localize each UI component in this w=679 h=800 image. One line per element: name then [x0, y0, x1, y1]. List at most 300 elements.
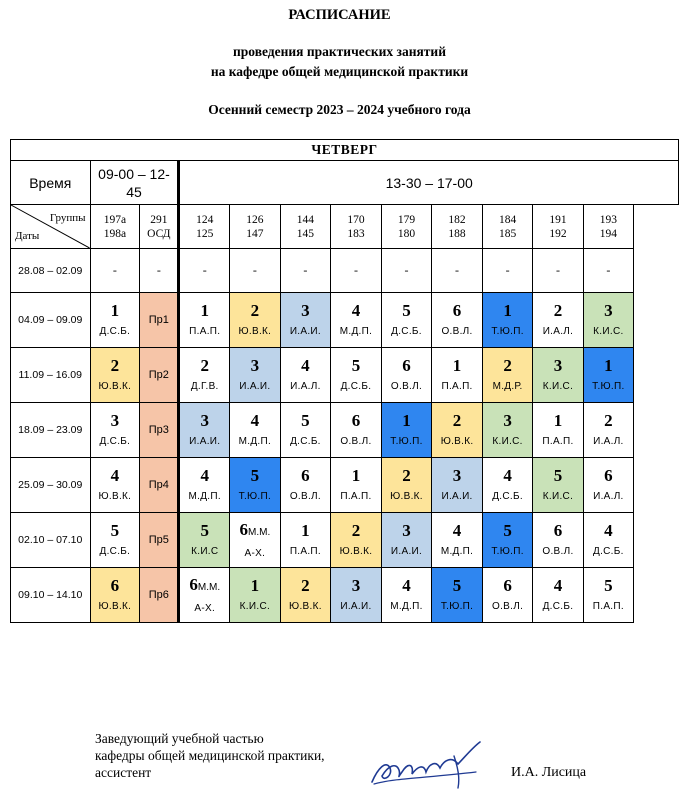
lesson-number-wrap	[91, 301, 140, 320]
lesson-cell	[90, 458, 140, 513]
group-number: 126	[246, 213, 264, 226]
week-row	[11, 513, 679, 568]
teacher-initials: И.А.И.	[340, 601, 372, 612]
lesson-number-wrap	[483, 576, 533, 595]
lesson-number-wrap	[331, 576, 381, 595]
morning-time: 09-00 – 12-45	[90, 161, 179, 205]
lesson-number-wrap	[432, 576, 482, 595]
lesson-number-wrap	[230, 411, 280, 430]
lesson-number: 2	[402, 466, 411, 485]
lesson-number-wrap	[483, 521, 533, 540]
lesson-cell	[583, 403, 634, 458]
teacher-initials: М.Д.П.	[238, 436, 272, 447]
teacher-initials: О.В.Л.	[340, 436, 372, 447]
handwritten-signature	[366, 738, 486, 790]
group-number: 179	[397, 213, 416, 226]
lesson-cell	[482, 513, 533, 568]
lesson-number: 6	[402, 356, 411, 375]
teacher-initials: К.И.С.	[492, 436, 523, 447]
lesson-number: 4	[301, 356, 310, 375]
group-number: 188	[448, 227, 466, 240]
lesson-cell	[533, 348, 583, 403]
teacher-initials: Т.Ю.П.	[440, 601, 474, 612]
lesson-number-wrap	[331, 356, 381, 375]
teacher-initials-prefix: М.М.	[197, 581, 221, 593]
empty-cell: -	[90, 249, 140, 293]
lesson-cell	[432, 403, 483, 458]
group-number: 184	[498, 213, 517, 226]
signature-position-line-3: ассистент	[95, 765, 152, 780]
lesson-cell	[230, 403, 281, 458]
teacher-initials: Ю.В.К.	[98, 381, 132, 392]
lesson-number: 4	[503, 466, 512, 485]
lesson-number-wrap	[432, 301, 482, 320]
lesson-cell	[280, 458, 331, 513]
lesson-number: 6	[351, 411, 361, 430]
lesson-cell	[280, 403, 331, 458]
lesson-cell	[583, 458, 634, 513]
lesson-number-wrap	[180, 411, 229, 430]
lesson-number-wrap	[483, 301, 533, 320]
teacher-initials: О.В.Л.	[289, 491, 321, 502]
practice-cell: Пр3	[140, 403, 179, 458]
lesson-cell	[331, 458, 382, 513]
date-cell: 09.10 – 14.10	[11, 568, 91, 623]
lesson-number: 6	[239, 519, 248, 539]
lesson-number-wrap	[483, 356, 533, 375]
lesson-number-wrap	[382, 466, 432, 485]
lesson-cell	[90, 348, 140, 403]
lesson-number-wrap	[180, 521, 229, 540]
lesson-cell	[482, 458, 533, 513]
lesson-cell	[90, 513, 140, 568]
teacher-initials: М.Д.П.	[339, 326, 373, 337]
teacher-initials: Д.С.Б.	[391, 326, 422, 337]
lesson-number: 5	[604, 576, 613, 595]
lesson-number-wrap	[281, 411, 331, 430]
teacher-initials: К.И.С.	[542, 381, 574, 392]
practice-cell: Пр6	[140, 568, 179, 623]
lesson-number-wrap	[331, 301, 381, 320]
lesson-number-wrap	[331, 466, 381, 485]
lesson-cell	[482, 568, 533, 623]
lesson-number-wrap	[230, 466, 280, 485]
lesson-number: 6	[553, 521, 563, 540]
lesson-number: 3	[452, 466, 462, 485]
lesson-number-wrap	[533, 576, 582, 595]
lesson-number: 5	[402, 301, 411, 320]
time-row	[11, 161, 679, 205]
group-header	[482, 205, 533, 249]
lesson-number: 3	[503, 411, 512, 430]
teacher-initials: П.А.П.	[189, 326, 221, 337]
lesson-cell	[432, 568, 483, 623]
group-header	[230, 205, 281, 249]
lesson-cell	[583, 293, 634, 348]
lesson-cell	[432, 513, 483, 568]
lesson-number: 5	[301, 411, 310, 430]
empty-cell: -	[381, 249, 432, 293]
lesson-cell	[230, 458, 281, 513]
signature-position-line-1: Заведующий учебной частью	[95, 731, 264, 746]
lesson-cell	[331, 348, 382, 403]
empty-cell: -	[179, 249, 230, 293]
groups-row	[11, 205, 679, 249]
teacher-initials: М.Д.П.	[440, 546, 474, 557]
lesson-number-wrap	[281, 521, 331, 540]
lesson-number-wrap	[432, 411, 482, 430]
date-cell: 11.09 – 16.09	[11, 348, 91, 403]
teacher-initials: О.В.Л.	[492, 601, 524, 612]
lesson-number: 2	[604, 411, 613, 430]
lesson-cell	[432, 458, 483, 513]
practice-cell: Пр1	[140, 293, 179, 348]
group-number: 291	[150, 213, 168, 226]
lesson-number-wrap	[180, 466, 229, 485]
lesson-number: 1	[503, 301, 512, 320]
groups-dates-header	[11, 205, 91, 249]
week-row	[11, 458, 679, 513]
lesson-number: 1	[301, 521, 310, 540]
lesson-number: 4	[351, 301, 361, 320]
practice-cell: Пр2	[140, 348, 179, 403]
lesson-number-wrap	[382, 356, 432, 375]
lesson-number: 2	[503, 356, 512, 375]
lesson-number: 5	[553, 466, 563, 485]
lesson-number-wrap	[230, 576, 280, 595]
lesson-number-wrap	[533, 301, 582, 320]
lesson-number-wrap	[483, 466, 533, 485]
lesson-number-wrap	[382, 576, 432, 595]
teacher-initials: Д.С.Б.	[99, 326, 131, 337]
lesson-cell	[230, 513, 281, 568]
lesson-number-wrap	[230, 301, 280, 320]
teacher-initials: Ю.В.К.	[440, 436, 474, 447]
group-header	[432, 205, 483, 249]
lesson-cell	[432, 293, 483, 348]
teacher-initials: И.А.Л.	[542, 326, 574, 337]
lesson-number: 2	[553, 301, 563, 320]
teacher-initials: А-Х.	[194, 602, 216, 614]
lesson-cell	[381, 348, 432, 403]
lesson-number-wrap	[91, 411, 140, 430]
semester-title: Осенний семестр 2023 – 2024 учебного года	[208, 102, 471, 117]
teacher-initials: О.В.Л.	[542, 546, 574, 557]
lesson-cell	[331, 403, 382, 458]
lesson-number-wrap	[483, 411, 533, 430]
lesson-number: 3	[250, 356, 260, 375]
lesson-number: 5	[110, 521, 120, 540]
week-row	[11, 348, 679, 403]
teacher-initials: Д.С.Б.	[99, 546, 131, 557]
teacher-initials: Д.С.Б.	[542, 601, 574, 612]
lesson-cell	[482, 293, 533, 348]
lesson-cell	[331, 293, 382, 348]
lesson-number: 3	[553, 356, 563, 375]
teacher-initials: И.А.И.	[239, 381, 271, 392]
week-row	[11, 568, 679, 623]
lesson-number: 1	[604, 356, 613, 375]
teacher-initials: П.А.П.	[542, 436, 574, 447]
lesson-number: 4	[200, 466, 209, 485]
group-header	[533, 205, 583, 249]
lesson-number-wrap	[584, 466, 634, 485]
teacher-initials: К.И.С.	[542, 491, 574, 502]
lesson-number: 1	[553, 411, 563, 430]
lesson-cell	[583, 513, 634, 568]
teacher-initials: И.А.И.	[189, 436, 221, 447]
week-row	[11, 403, 679, 458]
lesson-number-wrap	[230, 520, 280, 542]
lesson-cell	[280, 293, 331, 348]
signature-block	[95, 730, 325, 781]
lesson-number: 5	[503, 521, 512, 540]
afternoon-time: 13-30 – 17-00	[179, 161, 679, 205]
lesson-number-wrap	[91, 466, 140, 485]
lesson-number: 4	[250, 411, 260, 430]
lesson-number: 2	[301, 576, 310, 595]
lesson-number: 5	[250, 466, 260, 485]
lesson-cell	[583, 568, 634, 623]
lesson-number-wrap	[533, 411, 582, 430]
lesson-number-wrap	[382, 521, 432, 540]
lesson-number: 2	[200, 356, 209, 375]
lesson-cell	[533, 293, 583, 348]
lesson-cell	[230, 293, 281, 348]
lesson-cell	[280, 513, 331, 568]
lesson-number: 1	[200, 301, 209, 320]
lesson-cell	[280, 568, 331, 623]
teacher-initials: М.Д.П.	[188, 491, 221, 502]
date-cell: 28.08 – 02.09	[11, 249, 91, 293]
lesson-number-wrap	[230, 356, 280, 375]
lesson-number: 4	[604, 521, 613, 540]
group-number: 182	[448, 213, 466, 226]
teacher-initials: А-Х.	[244, 547, 266, 559]
lesson-number: 3	[301, 301, 310, 320]
teacher-initials: И.А.И.	[289, 326, 321, 337]
group-number: 183	[347, 227, 365, 240]
lesson-cell	[381, 513, 432, 568]
teacher-initials: И.А.Л.	[593, 436, 624, 447]
teacher-initials: М.Д.П.	[390, 601, 423, 612]
lesson-number-wrap	[533, 356, 582, 375]
group-header	[331, 205, 382, 249]
empty-cell: -	[331, 249, 382, 293]
lesson-number: 1	[250, 576, 260, 595]
group-header	[140, 205, 179, 249]
group-number: 198а	[103, 227, 127, 240]
empty-cell: -	[230, 249, 281, 293]
lesson-number-wrap	[281, 301, 331, 320]
day-header: ЧЕТВЕРГ	[11, 140, 679, 161]
teacher-initials: М.Д.Р.	[492, 381, 523, 392]
lesson-cell	[179, 348, 230, 403]
day-row	[11, 140, 679, 161]
lesson-number: 3	[604, 301, 613, 320]
teacher-initials: Т.Ю.П.	[592, 381, 625, 392]
teacher-initials: Т.Ю.П.	[491, 326, 524, 337]
page-title: РАСПИСАНИЕ	[288, 7, 391, 23]
teacher-initials: К.И.С	[191, 546, 219, 557]
teacher-initials: Д.Г.В.	[190, 381, 219, 392]
group-number: ОСД	[147, 227, 171, 240]
lesson-number-wrap	[584, 411, 634, 430]
signature-position-line-2: кафедры общей медицинской практики,	[95, 748, 325, 763]
schedule-table	[10, 139, 679, 623]
teacher-initials: И.А.И.	[441, 491, 473, 502]
lesson-number-wrap	[180, 356, 229, 375]
empty-cell: -	[583, 249, 634, 293]
subtitle-line-2: на кафедре общей медицинской практики	[210, 64, 469, 79]
lesson-number: 4	[553, 576, 563, 595]
teacher-initials: Т.Ю.П.	[491, 546, 524, 557]
teacher-initials: О.В.Л.	[441, 326, 473, 337]
teacher-initials: Ю.В.К.	[339, 546, 373, 557]
date-cell: 18.09 – 23.09	[11, 403, 91, 458]
teacher-initials: Т.Ю.П.	[238, 491, 272, 502]
lesson-number-wrap	[331, 521, 381, 540]
lesson-cell	[179, 458, 230, 513]
lesson-number: 5	[200, 521, 209, 540]
date-cell: 25.09 – 30.09	[11, 458, 91, 513]
group-header	[179, 205, 230, 249]
empty-cell: -	[482, 249, 533, 293]
group-header	[280, 205, 331, 249]
group-header	[381, 205, 432, 249]
lesson-cell	[331, 513, 382, 568]
lesson-number-wrap	[91, 576, 140, 595]
lesson-cell	[482, 348, 533, 403]
lesson-cell	[179, 293, 230, 348]
group-number: 197а	[103, 213, 127, 226]
lesson-number: 4	[110, 466, 120, 485]
lesson-cell	[90, 403, 140, 458]
group-number: 192	[549, 227, 567, 240]
teacher-initials: П.А.П.	[340, 491, 372, 502]
lesson-number: 6	[110, 576, 120, 595]
lesson-number: 6	[452, 301, 462, 320]
teacher-initials: Д.С.Б.	[593, 546, 624, 557]
teacher-initials: К.И.С.	[239, 601, 271, 612]
group-number: 125	[196, 227, 214, 240]
teacher-initials: И.А.Л.	[593, 491, 624, 502]
date-cell: 04.09 – 09.09	[11, 293, 91, 348]
lesson-number: 3	[200, 411, 209, 430]
lesson-number-wrap	[91, 356, 140, 375]
lesson-cell	[533, 513, 583, 568]
week-row	[11, 293, 679, 348]
group-number: 170	[347, 213, 365, 226]
lesson-cell	[381, 403, 432, 458]
lesson-cell	[280, 348, 331, 403]
lesson-number: 5	[452, 576, 462, 595]
teacher-initials: Д.С.Б.	[99, 436, 131, 447]
lesson-number: 3	[351, 576, 361, 595]
lesson-number: 2	[250, 301, 260, 320]
teacher-initials: О.В.Л.	[390, 381, 423, 392]
teacher-initials: Т.Ю.П.	[390, 436, 423, 447]
group-number: 191	[549, 213, 567, 226]
group-header	[90, 205, 140, 249]
lesson-number-wrap	[281, 356, 331, 375]
lesson-number-wrap	[382, 411, 432, 430]
teacher-initials-prefix: М.М.	[248, 526, 271, 538]
empty-cell: -	[280, 249, 331, 293]
lesson-number: 6	[189, 574, 198, 594]
lesson-number-wrap	[382, 301, 432, 320]
teacher-initials: П.А.П.	[592, 601, 624, 612]
group-number: 147	[246, 227, 264, 240]
teacher-initials: Ю.В.К.	[390, 491, 423, 502]
lesson-cell	[381, 458, 432, 513]
lesson-number-wrap	[331, 411, 381, 430]
group-number: 144	[296, 213, 315, 226]
lesson-cell	[179, 568, 230, 623]
lesson-number-wrap	[180, 575, 229, 597]
lesson-number: 5	[351, 356, 361, 375]
teacher-initials: П.А.П.	[289, 546, 321, 557]
empty-cell: -	[140, 249, 179, 293]
teacher-initials: И.А.И.	[390, 546, 423, 557]
empty-cell: -	[533, 249, 583, 293]
group-number: 124	[196, 213, 214, 226]
teacher-initials: Ю.В.К.	[98, 491, 132, 502]
lesson-number: 6	[604, 466, 613, 485]
empty-cell: -	[432, 249, 483, 293]
teacher-initials: И.А.Л.	[290, 381, 321, 392]
lesson-number-wrap	[584, 301, 634, 320]
lesson-number: 4	[452, 521, 462, 540]
lesson-number-wrap	[91, 521, 140, 540]
lesson-number-wrap	[281, 576, 331, 595]
lesson-number-wrap	[584, 521, 634, 540]
lesson-number-wrap	[584, 576, 634, 595]
groups-label: Группы	[49, 212, 86, 224]
lesson-number-wrap	[180, 301, 229, 320]
lesson-number: 3	[402, 521, 411, 540]
lesson-cell	[381, 568, 432, 623]
teacher-initials: К.И.С.	[593, 326, 624, 337]
lesson-cell	[90, 568, 140, 623]
lesson-number: 1	[402, 411, 411, 430]
group-number: 145	[296, 227, 315, 240]
teacher-initials: П.А.П.	[441, 381, 473, 392]
group-header	[583, 205, 634, 249]
lesson-number-wrap	[533, 466, 582, 485]
lesson-number-wrap	[533, 521, 582, 540]
date-cell: 02.10 – 07.10	[11, 513, 91, 568]
teacher-initials: Ю.В.К.	[289, 601, 322, 612]
lesson-cell	[230, 348, 281, 403]
group-number: 193	[599, 213, 617, 226]
lesson-number: 3	[110, 411, 120, 430]
teacher-initials: Ю.В.К.	[98, 601, 132, 612]
lesson-number: 6	[301, 466, 310, 485]
teacher-initials: Д.С.Б.	[290, 436, 321, 447]
lesson-cell	[432, 348, 483, 403]
lesson-number-wrap	[432, 466, 482, 485]
lesson-number: 6	[503, 576, 512, 595]
group-number: 194	[599, 227, 617, 240]
group-number: 185	[498, 227, 517, 240]
teacher-initials: Д.С.Б.	[492, 491, 523, 502]
lesson-cell	[533, 458, 583, 513]
time-label: Время	[11, 161, 91, 205]
lesson-cell	[482, 403, 533, 458]
lesson-cell	[533, 403, 583, 458]
lesson-number: 1	[351, 466, 361, 485]
